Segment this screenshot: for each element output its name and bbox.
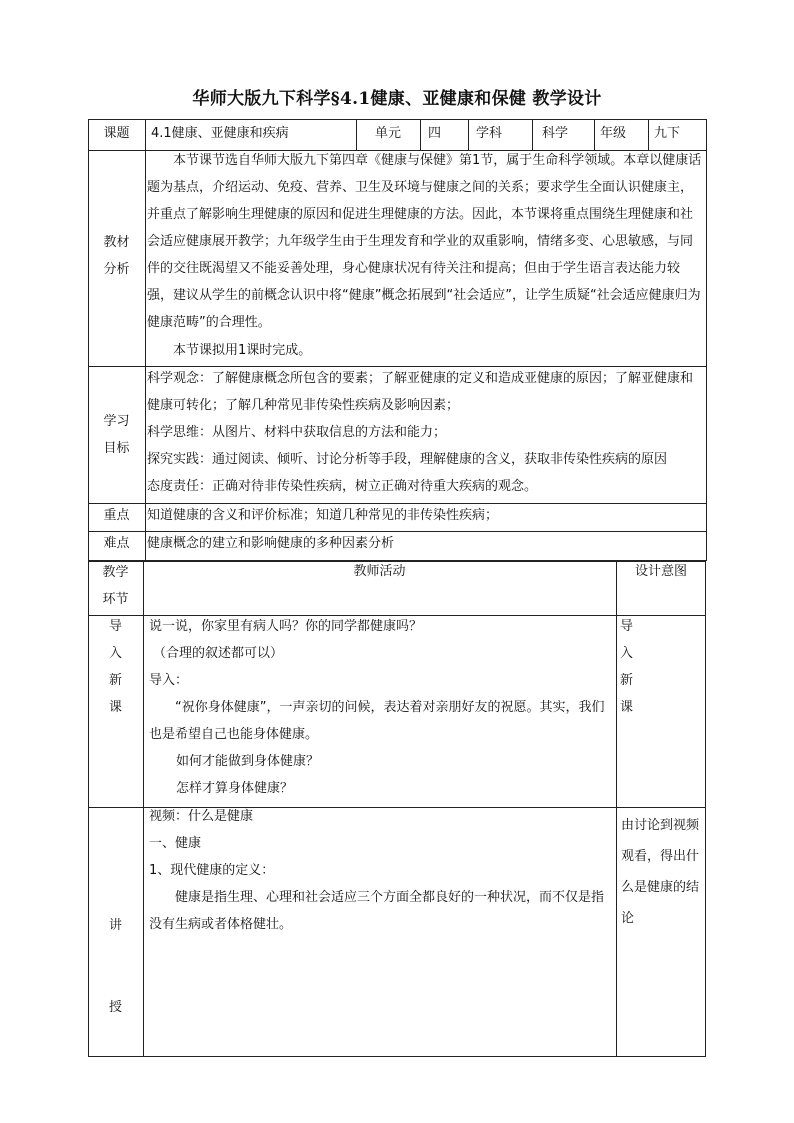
objective-practice: 探究实践：通过阅读、倾听、讨论分析等手段，理解健康的含义，获取非传染性疾病的原因 xyxy=(147,452,668,467)
grade-value: 九下 xyxy=(654,126,681,141)
intro-stage-label: 导 入 新 课 xyxy=(108,619,122,715)
page-title: 华师大版九下科学§4.1健康、亚健康和保健 教学设计 xyxy=(192,89,602,109)
lecture-definition-heading: 1、现代健康的定义： xyxy=(149,863,275,878)
analysis-label: 教材 分析 xyxy=(103,235,130,277)
analysis-paragraph: 本节课节选自华师大版九下第四章《健康与保健》第1节，属于生命科学领域。本章以健康话题为基点，介绍运动、免疫、营养、卫生及环境与健康之间的关系；要求学生全面认识健康主，并重点了解影响生理健康的原因和促进生理健康的方法。因此，本节课将重点围绕生理健康和社会适应健康展开教学；九年级学生由于生理发育和学业的双重影响，情绪多变、心思敏感，与同伴的交往既渴望又不能妥善处理，身心健康状况有待关注和提高；但由于学生语言表达能力较强，建议从学生的前概念认识中将“健康”概念拓展到“社会适应”，让学生质疑“社会适应健康归为健康范畴”的合理性。 xyxy=(147,153,702,330)
lecture-intent: 由讨论到视频观看，得出什么是健康的结论 xyxy=(621,818,700,926)
objective-concept: 科学观念：了解健康概念所包含的要素；了解亚健康的定义和造成亚健康的原因；了解亚健康和健康可转化；了解几种常见非传染性疾病及影响因素； xyxy=(147,371,694,413)
subject-label: 学科 xyxy=(476,126,503,141)
unit-label: 单元 xyxy=(374,126,401,141)
difficulty-label: 难点 xyxy=(103,536,130,551)
subject-value: 科学 xyxy=(542,126,569,141)
lecture-section: 一、健康 xyxy=(149,836,202,851)
key-point-label: 重点 xyxy=(103,508,130,523)
lecture-video: 视频：什么是健康 xyxy=(149,809,254,824)
topic-label: 课题 xyxy=(103,126,130,141)
intro-question-how: 如何才能做到身体健康？ xyxy=(176,754,320,769)
topic-value: 4.1健康、亚健康和疾病 xyxy=(151,126,289,141)
intro-paragraph: “祝你身体健康”，一声亲切的问候，表达着对亲朋好友的祝愿。其实，我们也是希望自己也能身体健康。 xyxy=(149,700,605,742)
intro-heading: 导入： xyxy=(149,673,189,688)
unit-value: 四 xyxy=(428,126,442,141)
grade-label: 年级 xyxy=(600,126,627,141)
intro-intent: 导 入 新 课 xyxy=(620,619,634,715)
lecture-definition: 健康是指生理、心理和社会适应三个方面全都良好的一种状况，而不仅是指没有生病或者体格健壮。 xyxy=(149,890,605,932)
difficulty-value: 健康概念的建立和影响健康的多种因素分析 xyxy=(147,536,395,551)
key-point-value: 知道健康的含义和评价标准；知道几种常见的非传染性疾病； xyxy=(147,508,499,523)
intro-question: 说一说，你家里有病人吗？你的同学都健康吗？ xyxy=(149,619,423,634)
activity-column-header: 教师活动 xyxy=(353,564,406,579)
lecture-stage-label-1: 讲 xyxy=(108,918,122,933)
lecture-stage-label-2: 授 xyxy=(108,1000,122,1015)
objectives-label: 学习 目标 xyxy=(103,414,130,456)
objective-attitude: 态度责任：正确对待非传染性疾病，树立正确对待重大疾病的观念。 xyxy=(147,479,538,494)
stage-column-header: 教学 环节 xyxy=(102,565,129,607)
intent-column-header: 设计意图 xyxy=(634,564,687,579)
analysis-duration: 本节课拟用1课时完成。 xyxy=(173,343,312,358)
objective-thinking: 科学思维：从图片、材料中获取信息的方法和能力； xyxy=(147,425,447,440)
intro-question-what: 怎样才算身体健康？ xyxy=(176,781,294,796)
intro-note: （合理的叙述都可以） xyxy=(153,646,284,661)
